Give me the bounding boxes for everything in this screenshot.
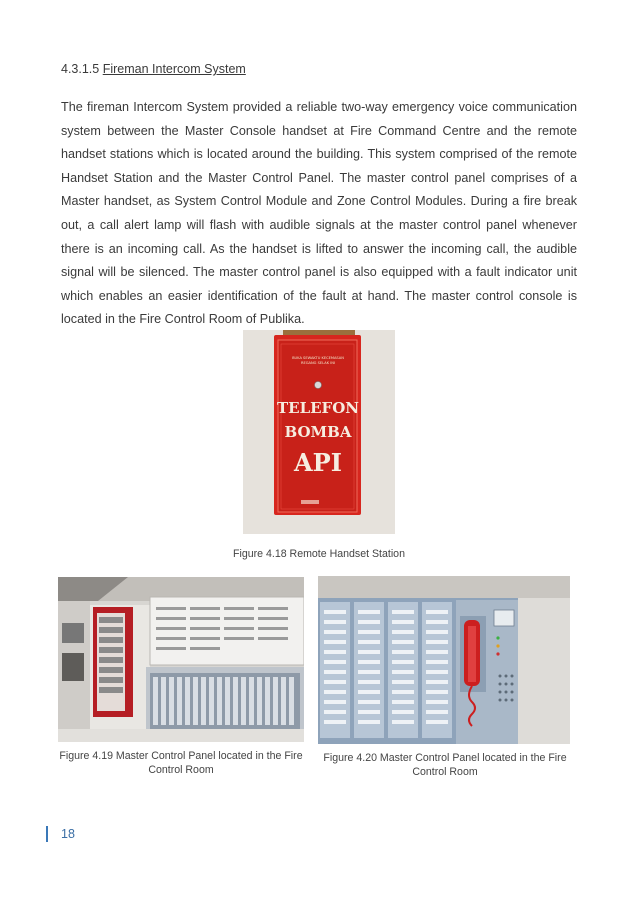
remote-handset-station-photo [243,330,395,534]
sign-line-bomba: BOMBA [284,423,352,441]
sign-line-telefon: TELEFON [276,399,360,417]
master-control-panel-photo-1 [58,577,304,742]
section-heading [61,62,246,76]
section-title: Fireman Intercom System [102,62,246,76]
figure-20-caption: Figure 4.20 Master Control Panel located in the Fire Control Room [323,752,567,778]
sign-line-api: API [294,448,342,477]
page-number: 18 [61,827,75,841]
master-control-panel-photo-2 [318,576,570,744]
sign-small-text-1: BUKA SEWAKTU KECEMASAN [292,356,344,360]
body-paragraph: The fireman Intercom System provided a reliable two-way emergency voice communication system between the Master Console handset at Fire Command Centre and the remote handset stations which is located around the building. This system comprised of the remote Handset Station and the Master Control Panel. The master control panel comprises of a Master handset, as System Control Module and Zone Control Modules. During a fire break out, a call alert lamp will flash with audible signals at the master control panel whenever there is an incoming call. As the handset is lifted to answer the incoming call, the audible signal will be silenced. The master control panel is also equipped with a fault indicator unit which enables an easier identification of the fault at hand. The master control console is located in the Fire Control Room of Publika. [61,100,577,327]
section-number: 4.3.1.5 [61,62,100,76]
figure-18-caption: Figure 4.18 Remote Handset Station [233,548,405,560]
sign-small-text-2: REGANG SELAK INI [300,361,336,365]
figure-19-caption: Figure 4.19 Master Control Panel located in the Fire Control Room [59,750,303,776]
page-number-bar [46,826,48,842]
